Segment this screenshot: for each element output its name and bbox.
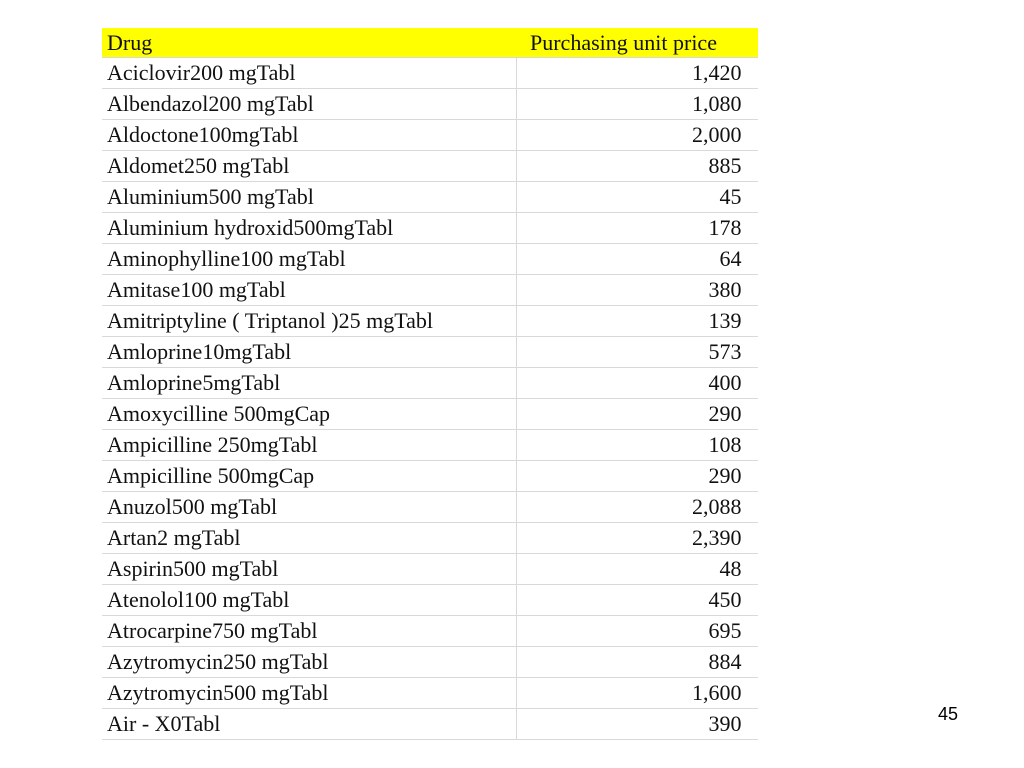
table-row bbox=[102, 306, 758, 337]
drug-name-cell: Amoxycilline 500mgCap bbox=[102, 399, 516, 430]
unit-price-cell: 64 bbox=[516, 244, 758, 275]
drug-name-cell: Aluminium hydroxid500mgTabl bbox=[102, 213, 516, 244]
unit-price-cell: 884 bbox=[516, 647, 758, 678]
unit-price-cell: 390 bbox=[516, 709, 758, 740]
unit-price-cell: 2,000 bbox=[516, 120, 758, 151]
drug-name-cell: Azytromycin500 mgTabl bbox=[102, 678, 516, 709]
table-row bbox=[102, 647, 758, 678]
drug-name-cell: Atenolol100 mgTabl bbox=[102, 585, 516, 616]
unit-price-cell: 108 bbox=[516, 430, 758, 461]
table-row bbox=[102, 368, 758, 399]
table-row bbox=[102, 461, 758, 492]
unit-price-cell: 290 bbox=[516, 461, 758, 492]
drug-name-cell: Amitriptyline ( Triptanol )25 mgTabl bbox=[102, 306, 516, 337]
drug-name-cell: Aluminium500 mgTabl bbox=[102, 182, 516, 213]
table-row bbox=[102, 213, 758, 244]
table-row bbox=[102, 709, 758, 740]
unit-price-cell: 380 bbox=[516, 275, 758, 306]
drug-name-cell: Amitase100 mgTabl bbox=[102, 275, 516, 306]
table-row bbox=[102, 151, 758, 182]
unit-price-cell: 885 bbox=[516, 151, 758, 182]
page-number: 45 bbox=[938, 704, 959, 724]
unit-price-cell: 139 bbox=[516, 306, 758, 337]
price-column-header: Purchasing unit price bbox=[516, 28, 758, 58]
drug-name-cell: Albendazol200 mgTabl bbox=[102, 89, 516, 120]
table-row bbox=[102, 58, 758, 89]
unit-price-cell: 290 bbox=[516, 399, 758, 430]
drug-name-cell: Amloprine10mgTabl bbox=[102, 337, 516, 368]
table-row bbox=[102, 244, 758, 275]
drug-name-cell: Aspirin500 mgTabl bbox=[102, 554, 516, 585]
unit-price-cell: 1,420 bbox=[516, 58, 758, 89]
table-row bbox=[102, 275, 758, 306]
drug-name-cell: Amloprine5mgTabl bbox=[102, 368, 516, 399]
table-row bbox=[102, 523, 758, 554]
unit-price-cell: 48 bbox=[516, 554, 758, 585]
drug-name-cell: Atrocarpine750 mgTabl bbox=[102, 616, 516, 647]
drug-name-cell: Ampicilline 250mgTabl bbox=[102, 430, 516, 461]
unit-price-cell: 178 bbox=[516, 213, 758, 244]
spreadsheet-excerpt bbox=[102, 28, 758, 752]
table-row bbox=[102, 678, 758, 709]
unit-price-cell: 1,600 bbox=[516, 678, 758, 709]
table-row bbox=[102, 182, 758, 213]
drug-price-table bbox=[102, 28, 758, 740]
table-row bbox=[102, 399, 758, 430]
table-body bbox=[102, 58, 758, 740]
header-row bbox=[102, 28, 758, 58]
unit-price-cell: 2,088 bbox=[516, 492, 758, 523]
drug-name-cell: Aldoctone100mgTabl bbox=[102, 120, 516, 151]
table-row bbox=[102, 430, 758, 461]
unit-price-cell: 45 bbox=[516, 182, 758, 213]
drug-name-cell: Artan2 mgTabl bbox=[102, 523, 516, 554]
unit-price-cell: 695 bbox=[516, 616, 758, 647]
unit-price-cell: 1,080 bbox=[516, 89, 758, 120]
drug-name-cell: Aldomet250 mgTabl bbox=[102, 151, 516, 182]
unit-price-cell: 573 bbox=[516, 337, 758, 368]
drug-column-header: Drug bbox=[102, 28, 516, 58]
unit-price-cell: 2,390 bbox=[516, 523, 758, 554]
unit-price-cell: 400 bbox=[516, 368, 758, 399]
table-row bbox=[102, 492, 758, 523]
drug-name-cell: Azytromycin250 mgTabl bbox=[102, 647, 516, 678]
drug-name-cell: Ampicilline 500mgCap bbox=[102, 461, 516, 492]
drug-name-cell: Air - X0Tabl bbox=[102, 709, 516, 740]
table-row bbox=[102, 554, 758, 585]
table-row bbox=[102, 337, 758, 368]
table-row bbox=[102, 585, 758, 616]
drug-name-cell: Anuzol500 mgTabl bbox=[102, 492, 516, 523]
drug-name-cell: Aminophylline100 mgTabl bbox=[102, 244, 516, 275]
table-row bbox=[102, 616, 758, 647]
drug-name-cell: Aciclovir200 mgTabl bbox=[102, 58, 516, 89]
table-row bbox=[102, 120, 758, 151]
table-row bbox=[102, 89, 758, 120]
unit-price-cell: 450 bbox=[516, 585, 758, 616]
